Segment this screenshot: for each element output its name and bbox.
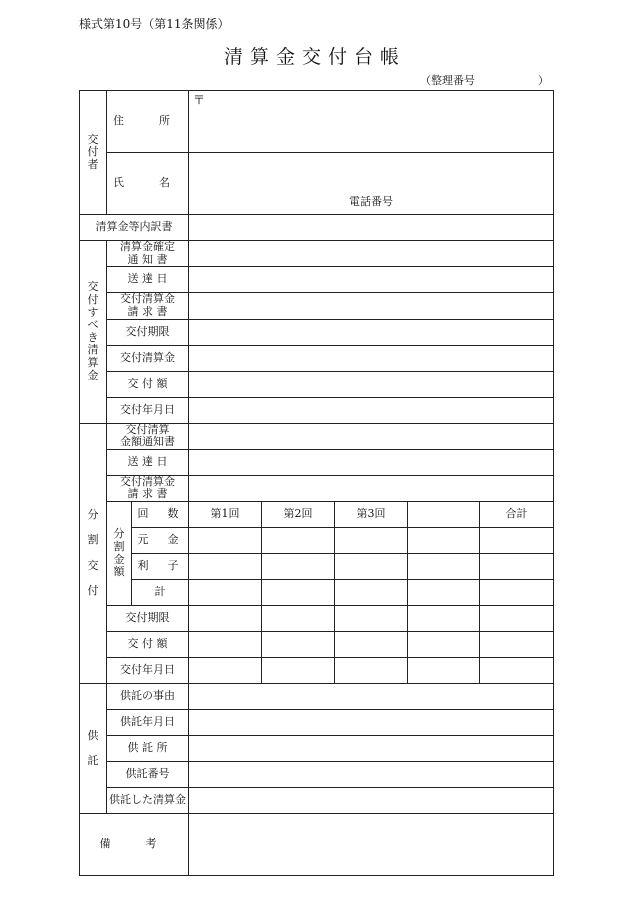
deposit-row-date: 供託年月日 [107,710,189,736]
reference-number-field [420,72,549,88]
installment-row-deadline: 交付期限 [107,606,189,632]
installment-request-field[interactable] [189,475,554,501]
deposit-money-field[interactable] [189,788,554,814]
column-header-4 [408,502,480,528]
date-cell-total[interactable] [480,658,554,684]
deposit-group-label [80,684,107,814]
payable-row-deadline: 交付期限 [107,319,189,345]
remarks-field[interactable] [189,814,554,876]
postal-mark: 〒 [193,93,206,107]
deadline-cell-3[interactable] [335,606,408,632]
column-header-2: 第2回 [262,502,335,528]
installment-row-delivery-text: 送 達 日 [127,455,168,469]
installment-amount-group-label [107,502,132,606]
payable-row-request-text: 交付清算金 請 求 書 [120,292,175,318]
name-field[interactable] [189,153,554,215]
installment-row-request [107,475,189,501]
ledger-table [79,90,554,876]
sum-cell-3[interactable] [335,580,408,606]
address-label: 住 所 [107,91,189,153]
installment-row-amount-text: 交 付 額 [127,637,168,651]
phone-label: 電話番号 [349,195,394,209]
installment-notice-field[interactable] [189,423,554,449]
payable-group-text: 交 付 す べ き 清 算 金 [87,280,99,382]
amount-cell-4[interactable] [408,632,480,658]
installment-row-request-text: 交付清算金 請 求 書 [120,474,175,501]
amount-cell-1[interactable] [189,632,262,658]
payable-amount-field[interactable] [189,371,554,397]
payable-row-notice [107,241,189,267]
installment-delivery-field[interactable] [189,449,554,475]
deposit-reason-field[interactable] [189,684,554,710]
date-cell-2[interactable] [262,658,335,684]
principal-cell-1[interactable] [189,528,262,554]
deadline-cell-total[interactable] [480,606,554,632]
interest-cell-total[interactable] [480,554,554,580]
payable-row-amount [107,371,189,397]
deadline-cell-4[interactable] [408,606,480,632]
deposit-group-text: 供 託 [87,728,99,767]
deadline-cell-1[interactable] [189,606,262,632]
payable-row-money: 交付清算金 [107,345,189,371]
sum-cell-total[interactable] [480,580,554,606]
interest-cell-4[interactable] [408,554,480,580]
sum-cell-2[interactable] [262,580,335,606]
installment-group-text: 分 割 交 付 [87,508,99,597]
breakdown-label: 清算金等内訳書 [80,215,189,241]
installment-row-date: 交付年月日 [107,658,189,684]
installment-row-amount [107,632,189,658]
deadline-cell-2[interactable] [262,606,335,632]
payable-row-request [107,293,189,319]
principal-cell-4[interactable] [408,528,480,554]
interest-label: 利 子 [132,554,189,580]
payable-row-delivery [107,267,189,293]
payable-row-delivery-text: 送 達 日 [127,272,168,286]
payable-row-date: 交付年月日 [107,397,189,423]
installment-row-delivery [107,449,189,475]
payable-money-field[interactable] [189,345,554,371]
installment-row-notice [107,423,189,449]
remarks-label: 備 考 [80,814,189,876]
sum-cell-4[interactable] [408,580,480,606]
reference-number-label: （整理番号 [420,74,475,87]
address-field[interactable] [189,91,554,153]
date-cell-3[interactable] [335,658,408,684]
document-title: 清算金交付台帳 [223,46,406,68]
amount-cell-3[interactable] [335,632,408,658]
payable-date-field[interactable] [189,397,554,423]
principal-cell-2[interactable] [262,528,335,554]
payable-request-field[interactable] [189,293,554,319]
grantee-group-text: 交 付 者 [87,132,99,171]
deposit-number-field[interactable] [189,762,554,788]
interest-cell-2[interactable] [262,554,335,580]
interest-cell-1[interactable] [189,554,262,580]
reference-number-close: ） [538,74,549,87]
deposit-date-field[interactable] [189,710,554,736]
deposit-row-office [107,736,189,762]
deposit-row-money: 供託した清算金 [107,788,189,814]
payable-row-notice-text: 清算金確定 通 知 書 [120,240,175,266]
payable-deadline-field[interactable] [189,319,554,345]
payable-row-amount-text: 交 付 額 [127,376,168,390]
date-cell-1[interactable] [189,658,262,684]
principal-cell-3[interactable] [335,528,408,554]
interest-cell-3[interactable] [335,554,408,580]
installment-amount-group-text: 分 割 金 額 [113,527,125,579]
count-label: 回 数 [132,502,189,528]
column-header-1: 第1回 [189,502,262,528]
column-header-3: 第3回 [335,502,408,528]
grantee-group-label [80,91,107,215]
payable-delivery-field[interactable] [189,267,554,293]
principal-cell-total[interactable] [480,528,554,554]
sum-cell-1[interactable] [189,580,262,606]
sum-label: 計 [132,580,189,606]
installment-group-label [80,423,107,684]
deposit-row-office-text: 供 託 所 [127,741,168,755]
deposit-row-number: 供託番号 [107,762,189,788]
amount-cell-2[interactable] [262,632,335,658]
deposit-office-field[interactable] [189,736,554,762]
column-header-total: 合計 [480,502,554,528]
form-number-label: 様式第10号（第11条関係） [79,17,230,31]
payable-group-label [80,241,107,424]
payable-notice-field[interactable] [189,241,554,267]
amount-cell-total[interactable] [480,632,554,658]
principal-label: 元 金 [132,528,189,554]
deposit-row-reason: 供託の事由 [107,684,189,710]
name-label: 氏 名 [107,153,189,215]
date-cell-4[interactable] [408,658,480,684]
breakdown-field[interactable] [189,215,554,241]
installment-row-notice-text: 交付清算 金額通知書 [120,422,175,449]
